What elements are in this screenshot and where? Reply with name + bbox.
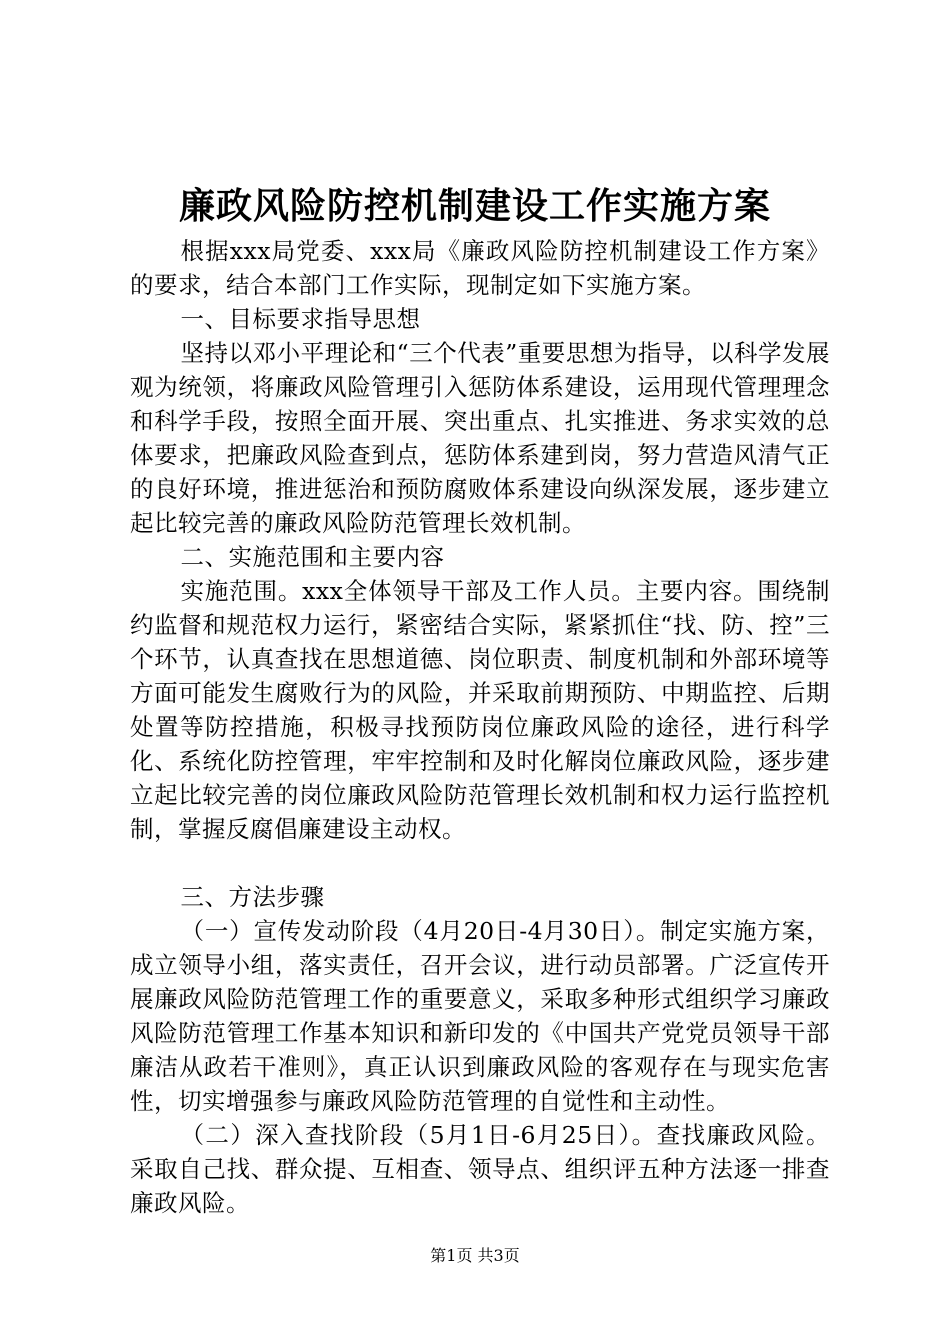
page-number-footer: 第1页 共3页 <box>430 1246 520 1265</box>
section-heading-2: 二、实施范围和主要内容 <box>180 543 445 571</box>
step-1-paragraph: （一）宣传发动阶段（4月20日-4月30日）。制定实施方案，成立领导小组，落实责任，召开会议，进行动员部署。广泛宣传开展廉政风险防范管理工作的重要意义，采取多种形式组织学习廉政风险防范管理工作基本知识和新印发的《中国共产党党员领导干部廉洁从政若干准则》，真正认识到廉政风险的客观存在与现实危害性，切实增强参与廉政风险防范管理的自觉性和主动性。 <box>130 917 830 1115</box>
intro-paragraph: 根据xxx局党委、xxx局《廉政风险防控机制建设工作方案》的要求，结合本部门工作实际，现制定如下实施方案。 <box>130 237 830 299</box>
section-heading-3: 三、方法步骤 <box>180 883 325 911</box>
document-body <box>130 234 830 1220</box>
document-title: 廉政风险防控机制建设工作实施方案 <box>178 185 771 227</box>
section-heading-1: 一、目标要求指导思想 <box>180 305 421 333</box>
guiding-ideology-paragraph: 坚持以邓小平理论和“三个代表”重要思想为指导，以科学发展观为统领，将廉政风险管理引入惩防体系建设，运用现代管理理念和科学手段，按照全面开展、突出重点、扎实推进、务求实效的总体要求，把廉政风险查到点，惩防体系建到岗，努力营造风清气正的良好环境，推进惩治和预防腐败体系建设向纵深发展，逐步建立起比较完善的廉政风险防范管理长效机制。 <box>130 339 830 537</box>
step-2-paragraph: （二）深入查找阶段（5月1日-6月25日）。查找廉政风险。采取自己找、群众提、互相查、领导点、组织评五种方法逐一排查廉政风险。 <box>130 1121 830 1217</box>
scope-content-paragraph: 实施范围。xxx全体领导干部及工作人员。主要内容。围绕制约监督和规范权力运行，紧密结合实际，紧紧抓住“找、防、控”三个环节，认真查找在思想道德、岗位职责、制度机制和外部环境等方面可能发生腐败行为的风险，并采取前期预防、中期监控、后期处置等防控措施，积极寻找预防岗位廉政风险的途径，进行科学化、系统化防控管理，牢牢控制和及时化解岗位廉政风险，逐步建立起比较完善的岗位廉政风险防范管理长效机制和权力运行监控机制，掌握反腐倡廉建设主动权。 <box>130 577 830 843</box>
